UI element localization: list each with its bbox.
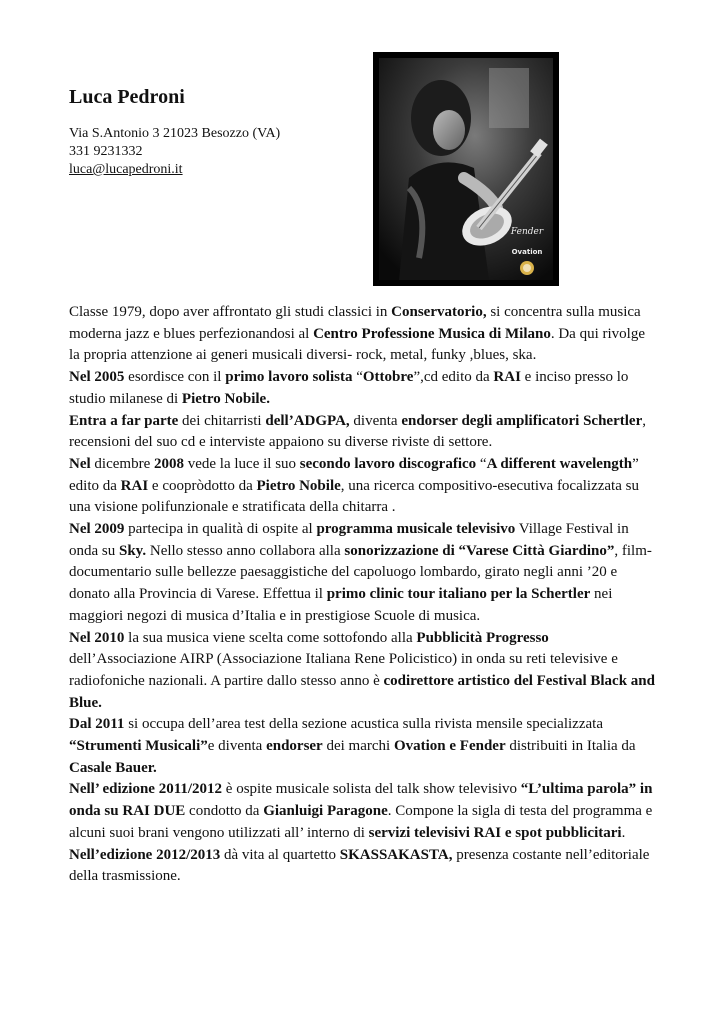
bio-text: presenza costante nell’editoriale della trasmissione.	[69, 846, 650, 885]
fender-logo: Fender	[510, 227, 544, 237]
bio-highlight: “Strumenti Musicali”	[69, 738, 208, 755]
bio-highlight: Pubblicità Progresso	[416, 629, 549, 646]
bio-text: vede la luce il suo	[183, 455, 300, 472]
bio-highlight: primo lavoro solista	[225, 369, 353, 386]
bio-text: , film-documentario sulle bellezze paesaggistiche del capoluogo lombardo, girato negli anni ’20 e donato alla Provincia di Varese. Effettua il	[69, 542, 652, 603]
bio-text: “	[476, 455, 487, 472]
bio-highlight: Entra a far parte	[69, 412, 179, 429]
bio-highlight: dell’ADGPA,	[265, 412, 350, 429]
person-name: Luca Pedroni	[69, 86, 185, 108]
bio-highlight: Nell’ edizione 2011/2012	[69, 781, 223, 798]
bio-highlight: Sky.	[119, 542, 147, 559]
bio-highlight: 2008	[153, 455, 184, 472]
bio-text: la sua musica viene scelta come sottofondo alla	[124, 629, 417, 646]
bio-text: , recensioni del suo cd e interviste appaiono su diverse riviste di settore.	[69, 412, 646, 451]
biography-text	[69, 302, 659, 888]
bio-text: dà vita al quartetto	[220, 846, 340, 863]
bio-highlight: Centro Professione Musica di Milano	[313, 325, 551, 342]
bio-highlight: Nel 2005	[69, 369, 125, 386]
bio-paragraph	[69, 519, 659, 628]
bio-highlight: RAI	[120, 477, 149, 494]
bio-highlight: Ovation e Fender	[393, 738, 506, 755]
bio-highlight: Casale Bauer.	[69, 759, 157, 776]
bio-text: , una ricerca compositivo-esecutiva focalizzata su una visione polifunzionale e stratificata della chitarra .	[69, 477, 639, 516]
bio-text: dell’Associazione AIRP (Associazione Italiana Rene Policistico) in onda su reti televisive e radiofoniche nazionali. A partire dallo stesso anno è	[69, 651, 618, 689]
bio-text: esordisce con il	[124, 369, 226, 386]
bio-text: si occupa dell’area test della sezione acustica sulla rivista mensile specializzata	[124, 716, 603, 733]
bio-text: Village Festival in onda su	[69, 521, 629, 559]
bio-text: “	[352, 369, 363, 386]
bio-highlight: Nell’edizione 2012/2013	[69, 846, 221, 863]
bio-highlight: sonorizzazione di “Varese Città Giardino”	[344, 542, 615, 559]
bio-highlight: Nel 2009	[69, 521, 125, 538]
bio-text: .	[621, 824, 626, 841]
bio-text: diventa	[349, 412, 402, 429]
bio-text: è ospite musicale solista del talk show televisivo	[222, 781, 521, 798]
bio-text: si concentra sulla musica moderna jazz e blues perfezionandosi al	[69, 304, 641, 342]
bio-highlight: endorser	[266, 738, 323, 755]
bio-text: dei marchi	[322, 738, 394, 755]
bio-highlight: Nel	[69, 455, 91, 472]
bio-paragraph	[69, 714, 659, 779]
bio-paragraph	[69, 367, 659, 410]
bio-highlight: SKASSAKASTA,	[339, 846, 453, 863]
bio-text: nei maggiori negozi di musica d’Italia e in prestigiose Scuole di musica.	[69, 586, 613, 624]
bio-highlight: primo clinic tour italiano per la Schertler	[326, 586, 591, 603]
bio-highlight: RAI	[493, 369, 521, 386]
bio-text: e diventa	[207, 738, 267, 755]
bio-paragraph	[69, 779, 659, 888]
phone-line: 331 9231332	[69, 144, 143, 159]
bio-highlight: endorser degli amplificatori Schertler	[401, 412, 643, 429]
bio-highlight: Gianluigi Paragone	[263, 803, 388, 820]
bio-text: Classe 1979, dopo aver affrontato gli studi classici in	[69, 304, 392, 320]
bio-text: e inciso presso lo studio milanese di	[69, 369, 629, 407]
bio-highlight: Nel 2010	[69, 629, 125, 646]
address-line: Via S.Antonio 3 21023 Besozzo (VA)	[69, 126, 281, 141]
bio-text: condotto da	[185, 803, 264, 820]
bio-text: ” edito da	[69, 455, 639, 494]
bio-text: dicembre	[90, 455, 154, 472]
bio-highlight: Dal 2011	[69, 716, 125, 733]
bio-highlight: A different wavelength	[486, 455, 633, 472]
bio-text: ”,cd edito da	[413, 369, 494, 386]
bio-highlight: secondo lavoro discografico	[299, 455, 477, 472]
bio-text: . Da qui rivolge la propria attenzione ai generi musicali diversi- rock, metal, funky ,blues, ska.	[69, 325, 645, 364]
guitarist-photo-image	[379, 58, 553, 280]
bio-paragraph	[69, 454, 659, 519]
bio-text: partecipa in qualità di ospite al	[124, 521, 317, 538]
bio-text: . Compone la sigla di testa del programma e alcuni suoi brani vengono utilizzati all’ interno di	[69, 803, 653, 841]
bio-paragraph	[69, 411, 659, 454]
bio-text: e coopròdotto da	[148, 477, 257, 494]
email-link[interactable]: luca@lucapedroni.it	[69, 162, 183, 177]
bio-text: distribuiti in Italia da	[505, 738, 636, 755]
contact-block	[69, 125, 280, 179]
portrait-photo	[373, 52, 559, 286]
bio-highlight: servizi televisivi RAI e spot pubblicitari	[368, 824, 622, 841]
bio-text: Nello stesso anno collabora alla	[146, 542, 345, 559]
bio-highlight: Ottobre	[362, 369, 414, 386]
bio-highlight: Pietro Nobile.	[181, 390, 270, 407]
bio-highlight: “L’ultima parola” in onda su RAI DUE	[69, 781, 653, 820]
bio-paragraph	[69, 302, 659, 367]
bio-highlight: Conservatorio,	[391, 304, 487, 320]
bio-highlight: codirettore artistico del Festival Black and Blue.	[69, 672, 655, 711]
bio-highlight: Pietro Nobile	[256, 477, 341, 494]
bio-paragraph	[69, 628, 659, 715]
bio-text: dei chitarristi	[178, 412, 266, 429]
ovation-logo: Ovation	[511, 248, 543, 256]
bio-highlight: programma musicale televisivo	[316, 521, 516, 538]
